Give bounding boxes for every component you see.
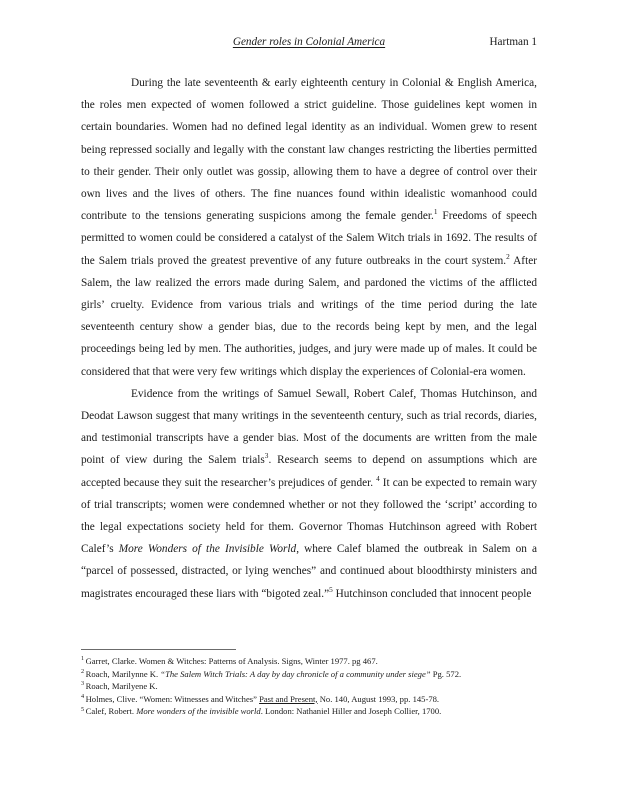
running-header xyxy=(81,34,537,50)
footnote-reference[interactable]: 1 xyxy=(433,207,438,217)
footnote-number: 4 xyxy=(81,692,85,700)
footnote-reference[interactable]: 2 xyxy=(506,251,510,261)
body-paragraph: Evidence from the writings of Samuel Sewall, Robert Calef, Thomas Hutchinson, and Deodat Lawson suggest that many writings in the seventeenth century, such as trial records, diaries, and testimonial transcripts have a gender bias. Most of the documents are written from the male point of view during the Salem trials$^3$. Research seems to depend on assumptions which are accepted because they suit the researcher’s prejudices of gender. $^4$ It can be expected to remain wary of trial transcripts; women were condemned whether or not they followed the ‘script’ according to the legal expectations society held for them. Governor Thomas Hutchinson agreed with Robert Calef’s More Wonders of the Invisible World, where Calef blamed the outbreak in Salem on a “parcel of possessed, distracted, or lying wenches” and continued about bloodthirsty ministers and magistrates encouraged these liars with “bigoted zeal.”$^5$ Hutchinson concluded that innocent people xyxy=(81,387,537,600)
footnote-list xyxy=(81,655,547,718)
footnote-number: 1 xyxy=(81,655,85,663)
body-paragraph: During the late seventeenth & early eighteenth century in Colonial & English America, the roles men expected of women followed a strict guideline. Those guidelines kept women in certain boundaries. Women had no defined legal identity as an individual. Women grew to resent being repressed socially and legally with the constant law changes restricting the liberties permitted to their gender. Their only outlet was gossip, allowing them to have a degree of control over their own lives and the lives of others. The fine nuances found within idealistic womanhood could contribute to the tensions generating suspicions among the female gender.$^1$ Freedoms of speech permitted to women could be considered a catalyst of the Salem Witch trials in 1692. The results of the Salem trials proved the greatest preventive of any future outbreaks in the court system.$^2$ After Salem, the law realized the errors made during Salem, and pardoned the victims of the afflicted girls’ cruelty. Evidence from various trials and writings of the time period during the late seventeenth century show a gender bias, due to the records being kept by men, and the legal proceedings being led by men. The authorities, judges, and jury were made up of males. It could be considered that that were very few writings which display the experiences of Colonial-era women. xyxy=(81,77,537,378)
footnote-reference[interactable]: 5 xyxy=(329,584,333,594)
footnote-entry: $^4$ Holmes, Clive. “Women: Witnesses and Witches” Past and Present, No. 140, August 1993, pp. 145-78. xyxy=(81,692,440,704)
footnote-entry: $^5$ Calef, Robert. More wonders of the invisible world. London: Nathaniel Hiller and Joseph Collier, 1700. xyxy=(81,705,442,717)
document-body xyxy=(81,72,537,605)
header-page-reference: Hartman 1 xyxy=(489,36,537,48)
footnote-number: 2 xyxy=(81,667,85,675)
footnote-entry: $^1$ Garret, Clarke. Women & Witches: Patterns of Analysis. Signs, Winter 1977. pg 467. xyxy=(81,655,378,666)
footnote-entry: $^3$ Roach, Marilyene K. xyxy=(81,680,158,692)
footnote-reference[interactable]: 3 xyxy=(264,451,269,461)
footnote-number: 5 xyxy=(81,705,85,713)
italic-text: “The Salem Witch Trials: A day by day chronicle of a community under siege” xyxy=(160,668,431,679)
italic-text: More Wonders of the Invisible World xyxy=(118,543,297,556)
footnote-number: 3 xyxy=(81,680,85,688)
footnote-entry: $^2$ Roach, Marilynne K. “The Salem Witch Trials: A day by day chronicle of a community under siege” Pg. 572. xyxy=(81,667,462,679)
footnotes-section xyxy=(81,649,547,718)
footnote-separator-rule xyxy=(81,649,236,650)
underlined-text: Past and Present, xyxy=(259,693,318,704)
header-title: Gender roles in Colonial America xyxy=(232,36,386,48)
italic-text: More wonders of the invisible world xyxy=(136,706,261,717)
footnote-reference[interactable]: 4 xyxy=(376,473,380,483)
